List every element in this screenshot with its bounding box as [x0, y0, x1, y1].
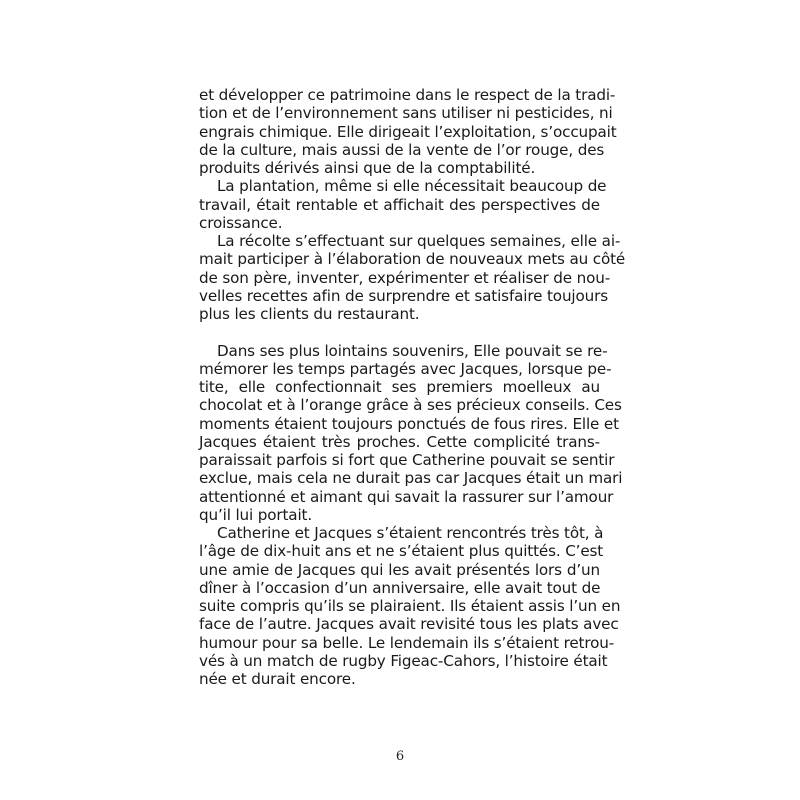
text-line: exclue, mais cela ne durait pas car Jacques était un mari — [199, 469, 623, 488]
section-break — [199, 323, 600, 341]
text-line: chocolat et à l’orange grâce à ses précieux conseils. Ces — [199, 396, 622, 415]
paragraph — [199, 86, 617, 177]
text-line: velles recettes afin de surprendre et satisfaire toujours — [199, 286, 608, 305]
text-line: dîner à l’occasion d’un anniversaire, elle avait tout de — [199, 578, 601, 597]
text-line: Jacques étaient très proches. Cette complicité trans- — [199, 432, 600, 451]
text-line: croissance. — [199, 213, 283, 232]
text-line: face de l’autre. Jacques avait revisité tous les plats avec — [199, 615, 619, 634]
page-number: 6 — [395, 749, 405, 764]
paragraph — [199, 177, 607, 232]
text-line: moments étaient toujours ponctués de fous rires. Elle et — [199, 414, 619, 433]
text-line: La récolte s’effectuant sur quelques semaines, elle ai- — [217, 232, 621, 250]
text-line: de la culture, mais aussi de la vente de l’or rouge, des — [199, 140, 605, 159]
text-line: Dans ses plus lointains souvenirs, Elle pouvait se re- — [217, 341, 608, 360]
paragraph — [199, 341, 623, 525]
text-line: une amie de Jacques qui les avait présentés lors d’un — [199, 560, 600, 579]
text-line: née et durait encore. — [199, 670, 356, 688]
text-line: plus les clients du restaurant. — [199, 305, 420, 323]
text-line: et développer ce patrimoine dans le respect de la tradi- — [199, 86, 616, 104]
text-line: Catherine et Jacques s’étaient rencontrés très tôt, à — [217, 524, 604, 542]
page-body-text — [199, 86, 626, 688]
text-line: de son père, inventer, expérimenter et réaliser de nou- — [199, 268, 611, 287]
text-line: engrais chimique. Elle dirigeait l’exploitation, s’occupait — [199, 122, 617, 141]
text-line: La plantation, même si elle nécessitait beaucoup de — [217, 177, 607, 196]
paragraph — [199, 524, 621, 688]
text-line: l’âge de dix-huit ans et ne s’étaient plus quittés. C’est — [199, 542, 604, 561]
text-line: suite compris qu’ils se plairaient. Ils étaient assis l’un en — [199, 597, 621, 615]
paragraph — [199, 232, 626, 323]
text-line: attentionné et aimant qui savait la rassurer sur l’amour — [199, 487, 614, 506]
text-line: travail, était rentable et affichait des perspectives de — [199, 195, 600, 214]
text-line: mait participer à l’élaboration de nouveaux mets au côté — [199, 250, 626, 269]
text-line: mémorer les temps partagés avec Jacques, lorsque pe- — [199, 359, 612, 378]
text-line: paraissait parfois si fort que Catherine pouvait se sentir — [199, 451, 615, 469]
text-line: tion et de l’environnement sans utiliser ni pesticides, ni — [199, 104, 613, 123]
text-line: tite, elle confectionnait ses premiers moelleux au — [199, 378, 600, 396]
text-line: humour pour sa belle. Le lendemain ils s’étaient retrou- — [199, 633, 615, 652]
text-line: produits dérivés ainsi que de la comptabilité. — [199, 159, 536, 177]
text-line: qu’il lui portait. — [199, 505, 312, 524]
text-line: vés à un match de rugby Figeac-Cahors, l’histoire était — [199, 651, 608, 670]
